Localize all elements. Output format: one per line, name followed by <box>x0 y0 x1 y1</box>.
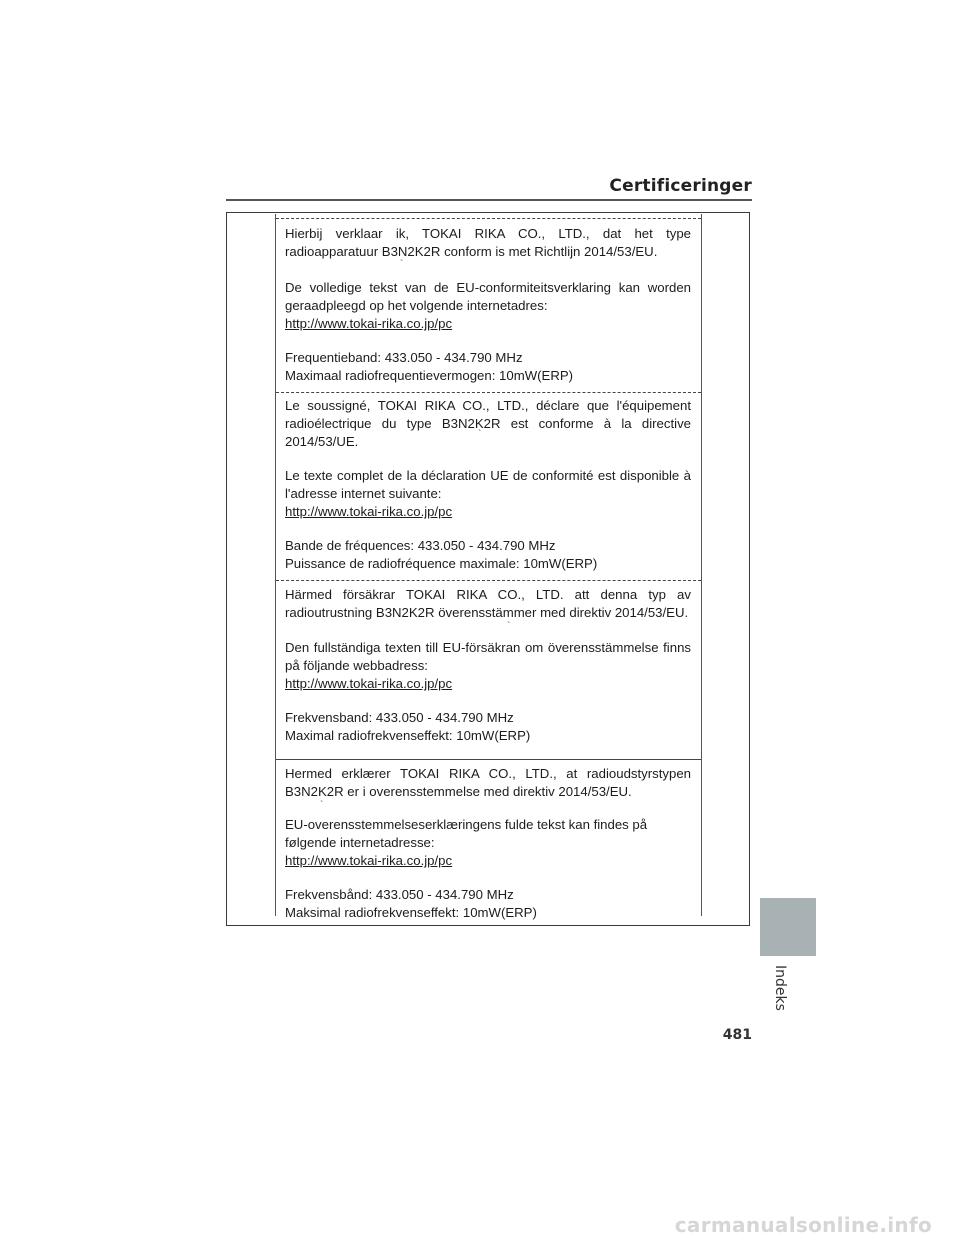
tick-mark: ` <box>478 429 482 440</box>
declaration-line: 2014/53/UE. <box>285 434 359 449</box>
declaration-line: radioutrustning B3N2K2R överensstämmer med direktiv 2014/53/EU. <box>285 605 689 620</box>
header-rule <box>226 199 752 201</box>
fulltext-line: følgende internetadresse: <box>285 835 435 850</box>
max-power: Maksimal radiofrekvenseffekt: 10mW(ERP) <box>285 905 537 920</box>
index-tab-label: Indeks <box>772 965 788 1011</box>
tick-mark: ` <box>400 259 404 270</box>
fulltext-line: Le texte complet de la déclaration UE de conformité est disponible à <box>285 468 691 483</box>
frequency-band: Frekvensbånd: 433.050 - 434.790 MHz <box>285 887 514 902</box>
declaration-line: Hermed erklærer TOKAI RIKA CO., LTD., at radioudstyrstypen <box>285 766 691 781</box>
declaration-line: Le soussigné, TOKAI RIKA CO., LTD., déclare que l'équipement <box>285 398 691 413</box>
tick-mark: ` <box>320 800 324 811</box>
page-number: 481 <box>722 1027 752 1043</box>
tick-mark: ` <box>507 621 511 632</box>
fulltext-line: Den fullständiga texten till EU-försäkran om överensstämmelse finns <box>285 640 691 655</box>
index-tab-marker[interactable] <box>760 898 816 956</box>
declaration-block-da <box>276 759 701 920</box>
declaration-block-nl <box>276 218 701 393</box>
declaration-line: radioélectrique du type B3N2K2R est conforme à la directive <box>285 416 691 431</box>
max-power: Maximaal radiofrequentievermogen: 10mW(ERP) <box>285 368 574 383</box>
section-title: Certificeringer <box>609 176 752 196</box>
declaration-line: Härmed försäkrar TOKAI RIKA CO., LTD. att denna typ av <box>285 587 691 602</box>
declaration-block-sv <box>276 580 701 757</box>
declaration-sheet <box>275 214 702 920</box>
watermark: carmanualsonline.info <box>674 1213 932 1237</box>
max-power: Puissance de radiofréquence maximale: 10mW(ERP) <box>285 556 598 571</box>
declaration-block-fr <box>276 392 701 581</box>
fulltext-line: EU-overensstemmelseserklæringens fulde tekst kan findes på <box>285 817 648 832</box>
fulltext-line: på följande webbadress: <box>285 658 428 673</box>
frequency-band: Frekvensband: 433.050 - 434.790 MHz <box>285 710 514 725</box>
declaration-line: Hierbij verklaar ik, TOKAI RIKA CO., LTD., dat het type <box>285 226 691 241</box>
declaration-line: radioapparatuur B3N2K2R conform is met Richtlijn 2014/53/EU. <box>285 244 658 259</box>
declaration-line: B3N2K2R er i overensstemmelse med direktiv 2014/53/EU. <box>285 784 632 799</box>
fulltext-line: De volledige tekst van de EU-conformiteitsverklaring kan worden <box>285 280 691 295</box>
declaration-url[interactable]: http://www.tokai-rika.co.jp/pc <box>285 504 453 519</box>
frequency-band: Frequentieband: 433.050 - 434.790 MHz <box>285 350 523 365</box>
declaration-url[interactable]: http://www.tokai-rika.co.jp/pc <box>285 316 453 331</box>
fulltext-line: geraadpleegd op het volgende internetadres: <box>285 298 548 313</box>
declaration-url[interactable]: http://www.tokai-rika.co.jp/pc <box>285 676 453 691</box>
declaration-url[interactable]: http://www.tokai-rika.co.jp/pc <box>285 853 453 868</box>
frequency-band: Bande de fréquences: 433.050 - 434.790 MHz <box>285 538 556 553</box>
fulltext-line: l'adresse internet suivante: <box>285 486 442 501</box>
max-power: Maximal radiofrekvenseffekt: 10mW(ERP) <box>285 728 531 743</box>
